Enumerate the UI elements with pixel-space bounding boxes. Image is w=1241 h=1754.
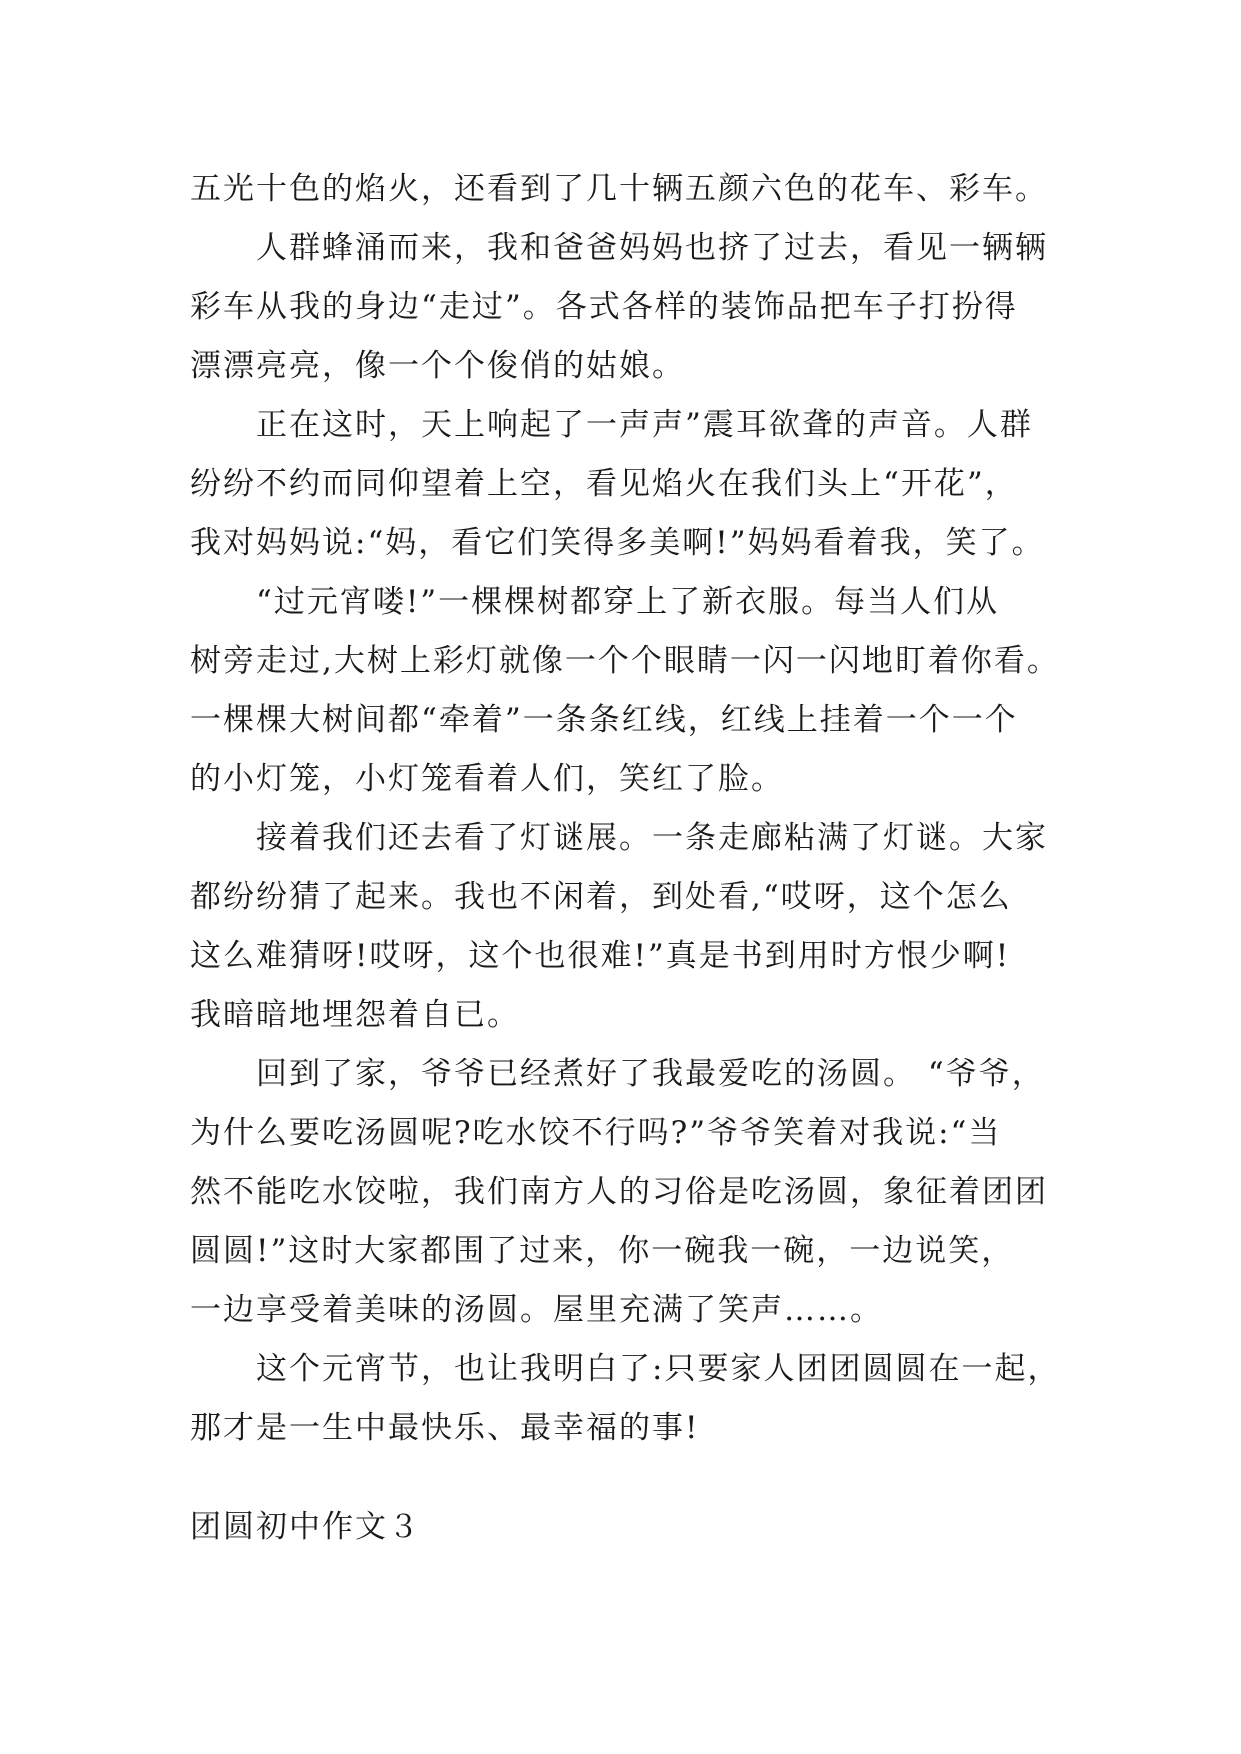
text-line: 正在这时，天上响起了一声声”震耳欲聋的声音。人群 [256, 407, 1033, 443]
text-line: 纷纷不约而同仰望着上空，看见焰火在我们头上“开花”， [190, 466, 1018, 502]
text-line: 彩车从我的身边“走过”。各式各样的装饰品把车子打扮得 [190, 289, 1018, 325]
text-line: “过元宵喽!”一棵棵树都穿上了新衣服。每当人们从 [256, 584, 1000, 620]
text-line: 人群蜂涌而来，我和爸爸妈妈也挤了过去，看见一辆辆 [256, 230, 1048, 266]
text-line: 圆圆!”这时大家都围了过来，你一碗我一碗，一边说笑， [190, 1233, 1015, 1269]
text-line: 一棵棵大树间都“牵着”一条条红线，红线上挂着一个一个 [190, 702, 1018, 738]
section-heading: 团圆初中作文３ [190, 1509, 421, 1545]
text-line: 然不能吃水饺啦，我们南方人的习俗是吃汤圆，象征着团团 [190, 1174, 1048, 1210]
text-line: 接着我们还去看了灯谜展。一条走廊粘满了灯谜。大家 [256, 820, 1048, 856]
text-line: 为什么要吃汤圆呢?吃水饺不行吗?”爷爷笑着对我说:“当 [190, 1115, 1002, 1151]
text-line: 回到了家，爷爷已经煮好了我最爱吃的汤圆。 “爷爷， [256, 1056, 1045, 1092]
text-line: 一边享受着美味的汤圆。屋里充满了笑声……。 [190, 1292, 883, 1328]
text-line: 我暗暗地埋怨着自已。 [190, 997, 520, 1033]
text-line: 的小灯笼，小灯笼看着人们，笑红了脸。 [190, 761, 784, 797]
text-line: 这个元宵节，也让我明白了:只要家人团团圆圆在一起， [256, 1351, 1061, 1387]
text-line: 漂漂亮亮，像一个个俊俏的姑娘。 [190, 348, 685, 384]
text-line: 我对妈妈说:“妈，看它们笑得多美啊!”妈妈看着我，笑了。 [190, 525, 1045, 561]
text-line: 这么难猜呀!哎呀，这个也很难!”真是书到用时方恨少啊! [190, 938, 1011, 974]
text-line: 树旁走过,大树上彩灯就像一个个眼睛一闪一闪地盯着你看。 [190, 643, 1060, 679]
essay-body [190, 160, 1080, 1458]
text-line: 都纷纷猜了起来。我也不闲着，到处看,“哎呀，这个怎么 [190, 879, 1012, 915]
text-line: 五光十色的焰火，还看到了几十辆五颜六色的花车、彩车。 [190, 171, 1048, 207]
text-line: 那才是一生中最快乐、最幸福的事! [190, 1410, 700, 1446]
